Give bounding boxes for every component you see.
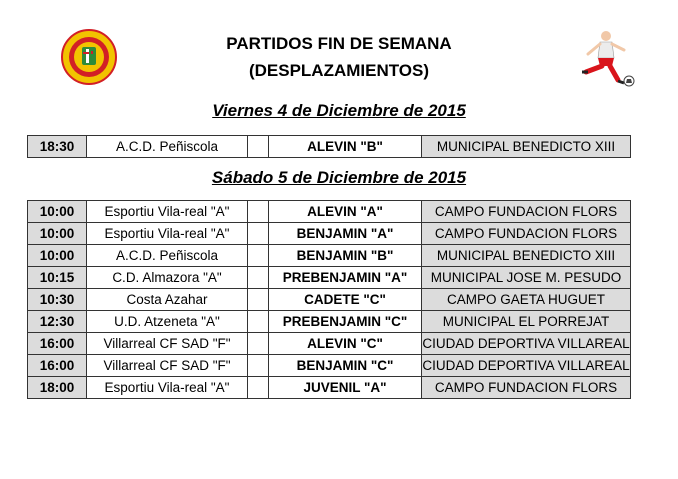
opponent-team: Esportiu Vila-real "A": [87, 377, 248, 399]
match-time: 10:30: [28, 289, 87, 311]
category: ALEVIN "A": [269, 201, 422, 223]
venue: CAMPO FUNDACION FLORS: [422, 223, 631, 245]
venue: CIUDAD DEPORTIVA VILLAREAL: [422, 333, 631, 355]
match-time: 10:15: [28, 267, 87, 289]
opponent-team: Esportiu Vila-real "A": [87, 201, 248, 223]
table-row: [28, 136, 631, 158]
venue: MUNICIPAL BENEDICTO XIII: [422, 245, 631, 267]
category: PREBENJAMIN "A": [269, 267, 422, 289]
spacer-cell: [248, 223, 269, 245]
category: PREBENJAMIN "C": [269, 311, 422, 333]
category: BENJAMIN "B": [269, 245, 422, 267]
spacer-cell: [248, 311, 269, 333]
category: BENJAMIN "A": [269, 223, 422, 245]
table-row: [28, 333, 631, 355]
match-time: 16:00: [28, 355, 87, 377]
spacer-cell: [248, 355, 269, 377]
venue: MUNICIPAL BENEDICTO XIII: [422, 136, 631, 158]
opponent-team: A.C.D. Peñiscola: [87, 136, 248, 158]
spacer-cell: [248, 267, 269, 289]
spacer-cell: [248, 289, 269, 311]
opponent-team: Costa Azahar: [87, 289, 248, 311]
match-time: 18:30: [28, 136, 87, 158]
venue: CIUDAD DEPORTIVA VILLAREAL: [422, 355, 631, 377]
table-row: [28, 289, 631, 311]
category: CADETE "C": [269, 289, 422, 311]
venue: CAMPO GAETA HUGUET: [422, 289, 631, 311]
day-heading: Viernes 4 de Diciembre de 2015: [212, 101, 466, 120]
schedule-table-saturday: [27, 200, 631, 399]
page-subtitle: (DESPLAZAMIENTOS): [248, 61, 430, 80]
category: ALEVIN "B": [269, 136, 422, 158]
table-row: [28, 267, 631, 289]
table-row: [28, 201, 631, 223]
match-time: 16:00: [28, 333, 87, 355]
category: ALEVIN "C": [269, 333, 422, 355]
opponent-team: A.C.D. Peñiscola: [87, 245, 248, 267]
page-title: PARTIDOS FIN DE SEMANA: [226, 34, 452, 53]
day-heading: Sábado 5 de Diciembre de 2015: [211, 168, 467, 187]
category: JUVENIL "A": [269, 377, 422, 399]
spacer-cell: [248, 201, 269, 223]
spacer-cell: [248, 245, 269, 267]
match-time: 10:00: [28, 223, 87, 245]
table-row: [28, 355, 631, 377]
venue: MUNICIPAL JOSE M. PESUDO: [422, 267, 631, 289]
opponent-team: U.D. Atzeneta "A": [87, 311, 248, 333]
venue: CAMPO FUNDACION FLORS: [422, 201, 631, 223]
venue: CAMPO FUNDACION FLORS: [422, 377, 631, 399]
opponent-team: Villarreal CF SAD "F": [87, 333, 248, 355]
match-time: 18:00: [28, 377, 87, 399]
opponent-team: Villarreal CF SAD "F": [87, 355, 248, 377]
match-time: 10:00: [28, 201, 87, 223]
category: BENJAMIN "C": [269, 355, 422, 377]
table-row: [28, 311, 631, 333]
spacer-cell: [248, 136, 269, 158]
spacer-cell: [248, 377, 269, 399]
schedule-table-friday: [27, 135, 631, 158]
match-time: 12:30: [28, 311, 87, 333]
table-row: [28, 377, 631, 399]
table-row: [28, 245, 631, 267]
opponent-team: C.D. Almazora "A": [87, 267, 248, 289]
spacer-cell: [248, 333, 269, 355]
match-time: 10:00: [28, 245, 87, 267]
venue: MUNICIPAL EL PORREJAT: [422, 311, 631, 333]
table-row: [28, 223, 631, 245]
opponent-team: Esportiu Vila-real "A": [87, 223, 248, 245]
